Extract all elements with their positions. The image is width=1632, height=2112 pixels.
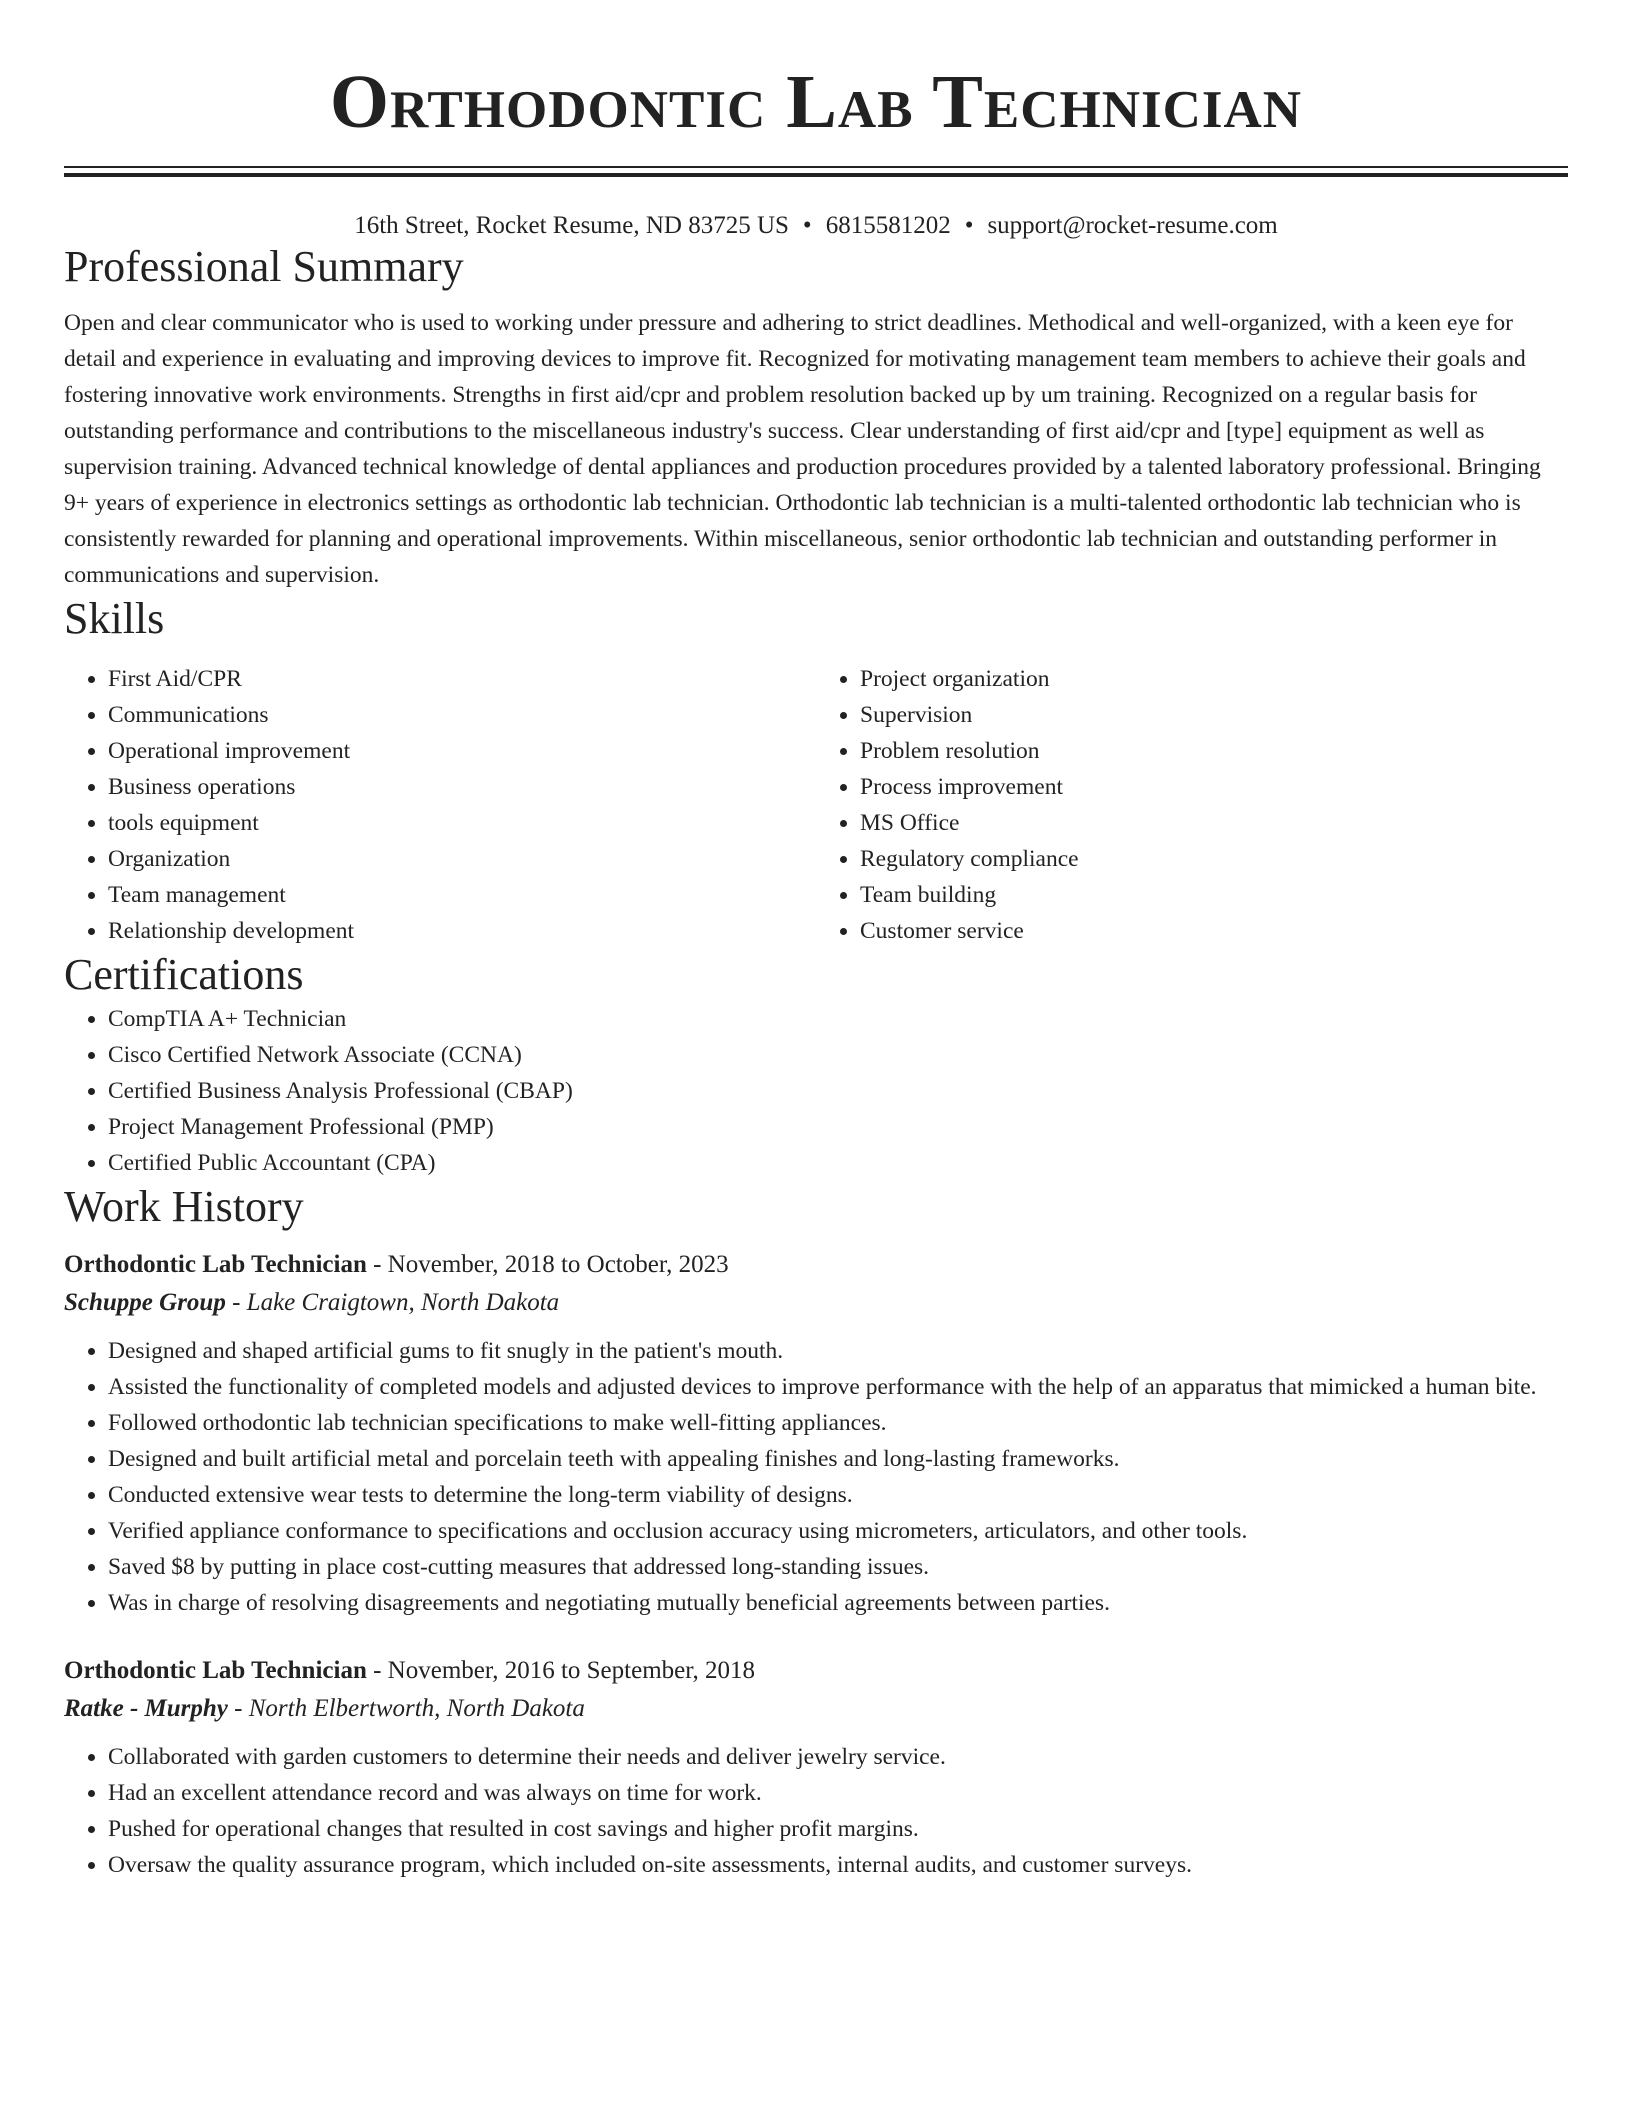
job-dates: - November, 2018 to October, 2023 bbox=[366, 1251, 729, 1278]
job-employer: Schuppe Group bbox=[64, 1289, 226, 1316]
contact-address: 16th Street, Rocket Resume, ND 83725 US bbox=[354, 212, 789, 239]
skills-list-right bbox=[816, 661, 1568, 949]
skill-item: • Team building bbox=[860, 877, 1568, 913]
certification-item: • Cisco Certified Network Associate (CCNA) bbox=[108, 1037, 1568, 1073]
certification-item: • Certified Public Accountant (CPA) bbox=[108, 1145, 1568, 1181]
job-role: Orthodontic Lab Technician bbox=[64, 1251, 367, 1278]
job-employer: Ratke - Murphy bbox=[64, 1695, 228, 1722]
skill-item: • Supervision bbox=[860, 697, 1568, 733]
contact-separator: • bbox=[802, 212, 812, 239]
skills-columns bbox=[64, 661, 1568, 949]
contact-line bbox=[64, 211, 1568, 241]
skills-list-left bbox=[64, 661, 816, 949]
job-duty: • Collaborated with garden customers to determine their needs and deliver jewelry service. bbox=[108, 1739, 1568, 1775]
certifications-heading: Certifications bbox=[64, 950, 304, 999]
job-entry bbox=[64, 1653, 1568, 1883]
contact-phone: 6815581202 bbox=[825, 212, 951, 239]
skill-item: • Project organization bbox=[860, 661, 1568, 697]
skill-item: • MS Office bbox=[860, 805, 1568, 841]
skill-item: • tools equipment bbox=[108, 805, 816, 841]
job-duty: • Designed and built artificial metal and porcelain teeth with appealing finishes and long-lasting frameworks. bbox=[108, 1441, 1568, 1477]
skills-heading: Skills bbox=[64, 594, 165, 643]
certification-item: • Project Management Professional (PMP) bbox=[108, 1109, 1568, 1145]
summary-text: Open and clear communicator who is used to working under pressure and adhering to strict deadlines. Methodical and well-organized, with a keen eye for detail and experience in evaluating and improving devices to improve fit. Recognized for motivating management team members to achieve their goals and fostering innovative work environments. Strengths in first aid/cpr and problem resolution backed up by um training. Recognized on a regular basis for outstanding performance and contributions to the miscellaneous industry's success. Clear understanding of first aid/cpr and [type] equipment as well as supervision training. Advanced technical knowledge of dental appliances and production procedures provided by a talented laboratory professional. Bringing 9+ years of experience in electronics settings as orthodontic lab technician. Orthodontic lab technician is a multi-talented orthodontic lab technician who is consistently rewarded for planning and operational improvements. Within miscellaneous, senior orthodontic lab technician and outstanding performer in communications and supervision. bbox=[64, 310, 1541, 588]
skill-item: • Process improvement bbox=[860, 769, 1568, 805]
skill-item: • Relationship development bbox=[108, 913, 816, 949]
job-duties-list bbox=[64, 1739, 1568, 1883]
job-location: - North Elbertworth, North Dakota bbox=[227, 1695, 585, 1722]
resume-title: Orthodontic Lab Technician bbox=[329, 60, 1303, 144]
job-duty: • Pushed for operational changes that resulted in cost savings and higher profit margins. bbox=[108, 1811, 1568, 1847]
job-duty: • Had an excellent attendance record and was always on time for work. bbox=[108, 1775, 1568, 1811]
job-duty: • Conducted extensive wear tests to determine the long-term viability of designs. bbox=[108, 1477, 1568, 1513]
certification-item: • Certified Business Analysis Professional (CBAP) bbox=[108, 1073, 1568, 1109]
job-employer-line bbox=[64, 1283, 1568, 1323]
title-divider bbox=[64, 166, 1568, 177]
job-duty: • Designed and shaped artificial gums to fit snugly in the patient's mouth. bbox=[108, 1333, 1568, 1369]
skill-item: • Organization bbox=[108, 841, 816, 877]
skill-item: • Communications bbox=[108, 697, 816, 733]
certification-item: • CompTIA A+ Technician bbox=[108, 1001, 1568, 1037]
skill-item: • Team management bbox=[108, 877, 816, 913]
skill-item: • Business operations bbox=[108, 769, 816, 805]
work-history-heading: Work History bbox=[64, 1182, 304, 1231]
job-duty: • Oversaw the quality assurance program, which included on-site assessments, internal audits, and customer surveys. bbox=[108, 1847, 1568, 1883]
skill-item: • Operational improvement bbox=[108, 733, 816, 769]
contact-separator: • bbox=[964, 212, 974, 239]
job-duties-list bbox=[64, 1333, 1568, 1621]
skill-item: • Customer service bbox=[860, 913, 1568, 949]
certifications-list bbox=[64, 1001, 1568, 1181]
job-dates: - November, 2016 to September, 2018 bbox=[366, 1657, 756, 1684]
job-role: Orthodontic Lab Technician bbox=[64, 1657, 367, 1684]
summary-heading: Professional Summary bbox=[64, 242, 464, 291]
skill-item: • First Aid/CPR bbox=[108, 661, 816, 697]
skill-item: • Problem resolution bbox=[860, 733, 1568, 769]
job-duty: • Was in charge of resolving disagreements and negotiating mutually beneficial agreements between parties. bbox=[108, 1585, 1568, 1621]
job-duty: • Followed orthodontic lab technician specifications to make well-fitting appliances. bbox=[108, 1405, 1568, 1441]
skill-item: • Regulatory compliance bbox=[860, 841, 1568, 877]
job-duty: • Verified appliance conformance to specifications and occlusion accuracy using micrometers, articulators, and other tools. bbox=[108, 1513, 1568, 1549]
contact-email: support@rocket-resume.com bbox=[987, 212, 1278, 239]
job-employer-line bbox=[64, 1689, 1568, 1729]
job-duty: • Saved $8 by putting in place cost-cutting measures that addressed long-standing issues. bbox=[108, 1549, 1568, 1585]
job-title-line bbox=[64, 1247, 1568, 1283]
job-title-line bbox=[64, 1653, 1568, 1689]
job-duty: • Assisted the functionality of completed models and adjusted devices to improve performance with the help of an apparatus that mimicked a human bite. bbox=[108, 1369, 1568, 1405]
job-entry bbox=[64, 1247, 1568, 1621]
job-location: - Lake Craigtown, North Dakota bbox=[225, 1289, 560, 1316]
